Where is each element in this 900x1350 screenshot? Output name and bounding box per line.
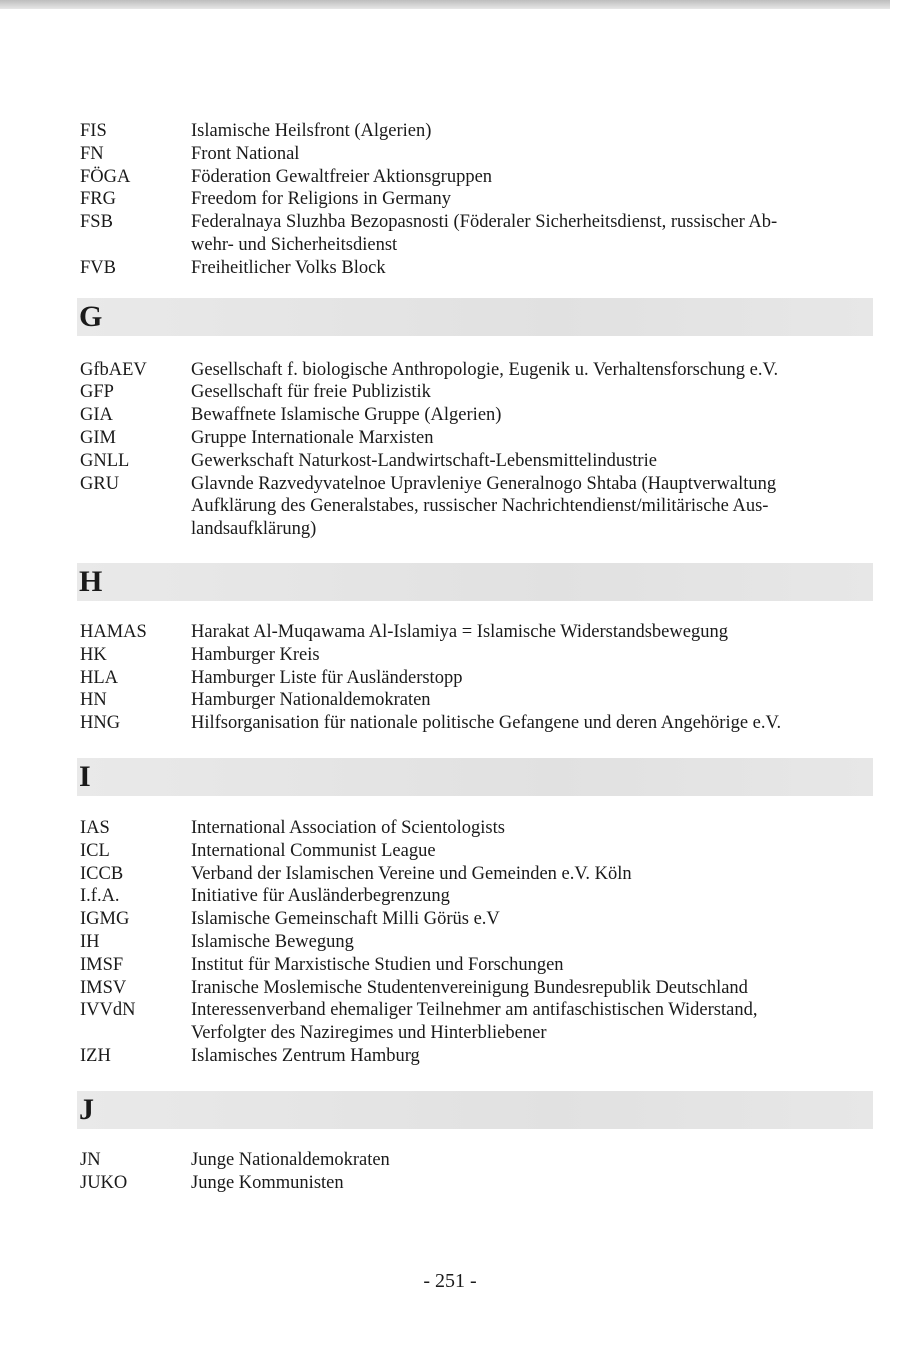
entry-abbr: GFP (80, 382, 114, 403)
section-heading-i: I (77, 758, 873, 796)
entry-text: Islamische Gemeinschaft Milli Görüs e.V (191, 909, 500, 930)
entry-text: Gesellschaft f. biologische Anthropologie, Eugenik u. Verhaltensforschung e.V. (191, 359, 779, 380)
glossary (80, 120, 870, 1194)
section-i (80, 817, 870, 1068)
entry-text: Initiative für Ausländerbegrenzung (191, 886, 450, 907)
entry-text: Harakat Al-Muqawama Al-Islamiya = Islamische Widerstandsbewegung (191, 621, 728, 642)
entry-abbr: JN (80, 1149, 101, 1170)
entry (80, 712, 870, 735)
entry (80, 166, 870, 189)
entry (80, 450, 870, 473)
entry (80, 1172, 870, 1195)
entry-abbr: GfbAEV (80, 359, 147, 380)
entry-abbr: HNG (80, 713, 121, 734)
section-heading-j: J (77, 1091, 873, 1129)
entry-text-continued: Verfolgter des Naziregimes und Hinterbliebener (191, 1023, 547, 1044)
entry (80, 1045, 870, 1068)
section-g (80, 359, 870, 541)
entry (80, 211, 870, 234)
entry-abbr: IH (80, 931, 100, 952)
entry (80, 954, 870, 977)
entry-text: Verband der Islamischen Vereine und Gemeinden e.V. Köln (191, 863, 632, 884)
entry-text: Front National (191, 143, 300, 164)
entry-abbr: GIM (80, 427, 116, 448)
entry (80, 1149, 870, 1172)
section-h (80, 621, 870, 735)
entry-text: Bewaffnete Islamische Gruppe (Algerien) (191, 405, 502, 426)
entry-abbr: I.f.A. (80, 886, 120, 907)
section-j (80, 1149, 870, 1195)
entry-abbr: FN (80, 143, 104, 164)
entry (80, 999, 870, 1022)
entry (80, 143, 870, 166)
entry (80, 689, 870, 712)
entry-continuation (80, 518, 870, 541)
entry-abbr: FSB (80, 212, 113, 233)
entry-text: Junge Kommunisten (191, 1172, 344, 1193)
entry (80, 667, 870, 690)
entry-text: International Communist League (191, 840, 436, 861)
entry-continuation (80, 234, 870, 257)
entry-text: Gruppe Internationale Marxisten (191, 427, 434, 448)
entry-abbr: IMSF (80, 954, 124, 975)
entry-text: Freiheitlicher Volks Block (191, 257, 386, 278)
entry (80, 120, 870, 143)
entry-abbr: IZH (80, 1045, 111, 1066)
entry (80, 473, 870, 496)
entry-abbr: FIS (80, 121, 107, 141)
entry (80, 863, 870, 886)
entry-text: Islamisches Zentrum Hamburg (191, 1045, 420, 1066)
entry-text: Glavnde Razvedyvatelnoe Upravleniye Generalnogo Shtaba (Hauptverwaltung (191, 473, 777, 494)
entry-abbr: FVB (80, 257, 116, 278)
entry-abbr: HN (80, 690, 107, 711)
entry-abbr: JUKO (80, 1172, 128, 1193)
entry-abbr: IVVdN (80, 1000, 136, 1021)
entry-text: Islamische Heilsfront (Algerien) (191, 121, 432, 141)
page-number: - 251 - (423, 1270, 477, 1292)
entry-text: Junge Nationaldemokraten (191, 1149, 390, 1170)
entry-abbr: FRG (80, 189, 116, 210)
entry (80, 257, 870, 280)
entry-abbr: IGMG (80, 909, 130, 930)
entry-abbr: GIA (80, 405, 113, 426)
entry (80, 359, 870, 382)
entry-text: Föderation Gewaltfreier Aktionsgruppen (191, 166, 493, 187)
entry-abbr: IAS (80, 817, 110, 838)
entry (80, 977, 870, 1000)
entry (80, 381, 870, 404)
entry-text: Islamische Bewegung (191, 931, 354, 952)
entry-text: Hamburger Kreis (191, 644, 320, 665)
entry (80, 621, 870, 644)
entry-text-continued: wehr- und Sicherheitsdienst (191, 234, 398, 255)
entry-abbr: ICL (80, 840, 110, 861)
entry (80, 840, 870, 863)
entry-abbr: HAMAS (80, 621, 147, 642)
entry (80, 908, 870, 931)
entry (80, 931, 870, 954)
entry-text: International Association of Scientologists (191, 817, 505, 838)
entry-text: Hilfsorganisation für nationale politische Gefangene und deren Angehörige e.V. (191, 713, 782, 734)
section-f (80, 120, 870, 280)
entry (80, 188, 870, 211)
entry (80, 885, 870, 908)
section-heading-g: G (77, 298, 873, 336)
entry-text: Hamburger Liste für Ausländerstopp (191, 667, 463, 688)
entry-abbr: IMSV (80, 977, 127, 998)
scan-edge (0, 0, 890, 9)
entry-abbr: FÖGA (80, 166, 131, 187)
entry-text: Institut für Marxistische Studien und Forschungen (191, 954, 564, 975)
entry-text: Gewerkschaft Naturkost-Landwirtschaft-Lebensmittelindustrie (191, 450, 657, 471)
entry-continuation (80, 495, 870, 518)
entry-abbr: HLA (80, 667, 119, 688)
entry-abbr: HK (80, 644, 107, 665)
entry (80, 404, 870, 427)
entry-text-continued: landsaufklärung) (191, 519, 317, 540)
entry-text: Interessenverband ehemaliger Teilnehmer am antifaschistischen Widerstand, (191, 1000, 758, 1021)
entry-text: Gesellschaft für freie Publizistik (191, 382, 431, 403)
entry-text: Iranische Moslemische Studentenvereinigung Bundesrepublik Deutschland (191, 977, 748, 998)
entry-abbr: GRU (80, 473, 120, 494)
section-heading-h: H (77, 563, 873, 601)
entry-abbr: ICCB (80, 863, 124, 884)
entry (80, 644, 870, 667)
entry (80, 817, 870, 840)
entry-continuation (80, 1022, 870, 1045)
entry-text: Freedom for Religions in Germany (191, 189, 451, 210)
entry-abbr: GNLL (80, 450, 130, 471)
entry-text-continued: Aufklärung des Generalstabes, russischer Nachrichtendienst/militärische Aus- (191, 496, 769, 517)
entry-text: Federalnaya Sluzhba Bezopasnosti (Föderaler Sicherheitsdienst, russischer Ab- (191, 212, 778, 233)
entry (80, 427, 870, 450)
entry-text: Hamburger Nationaldemokraten (191, 690, 431, 711)
